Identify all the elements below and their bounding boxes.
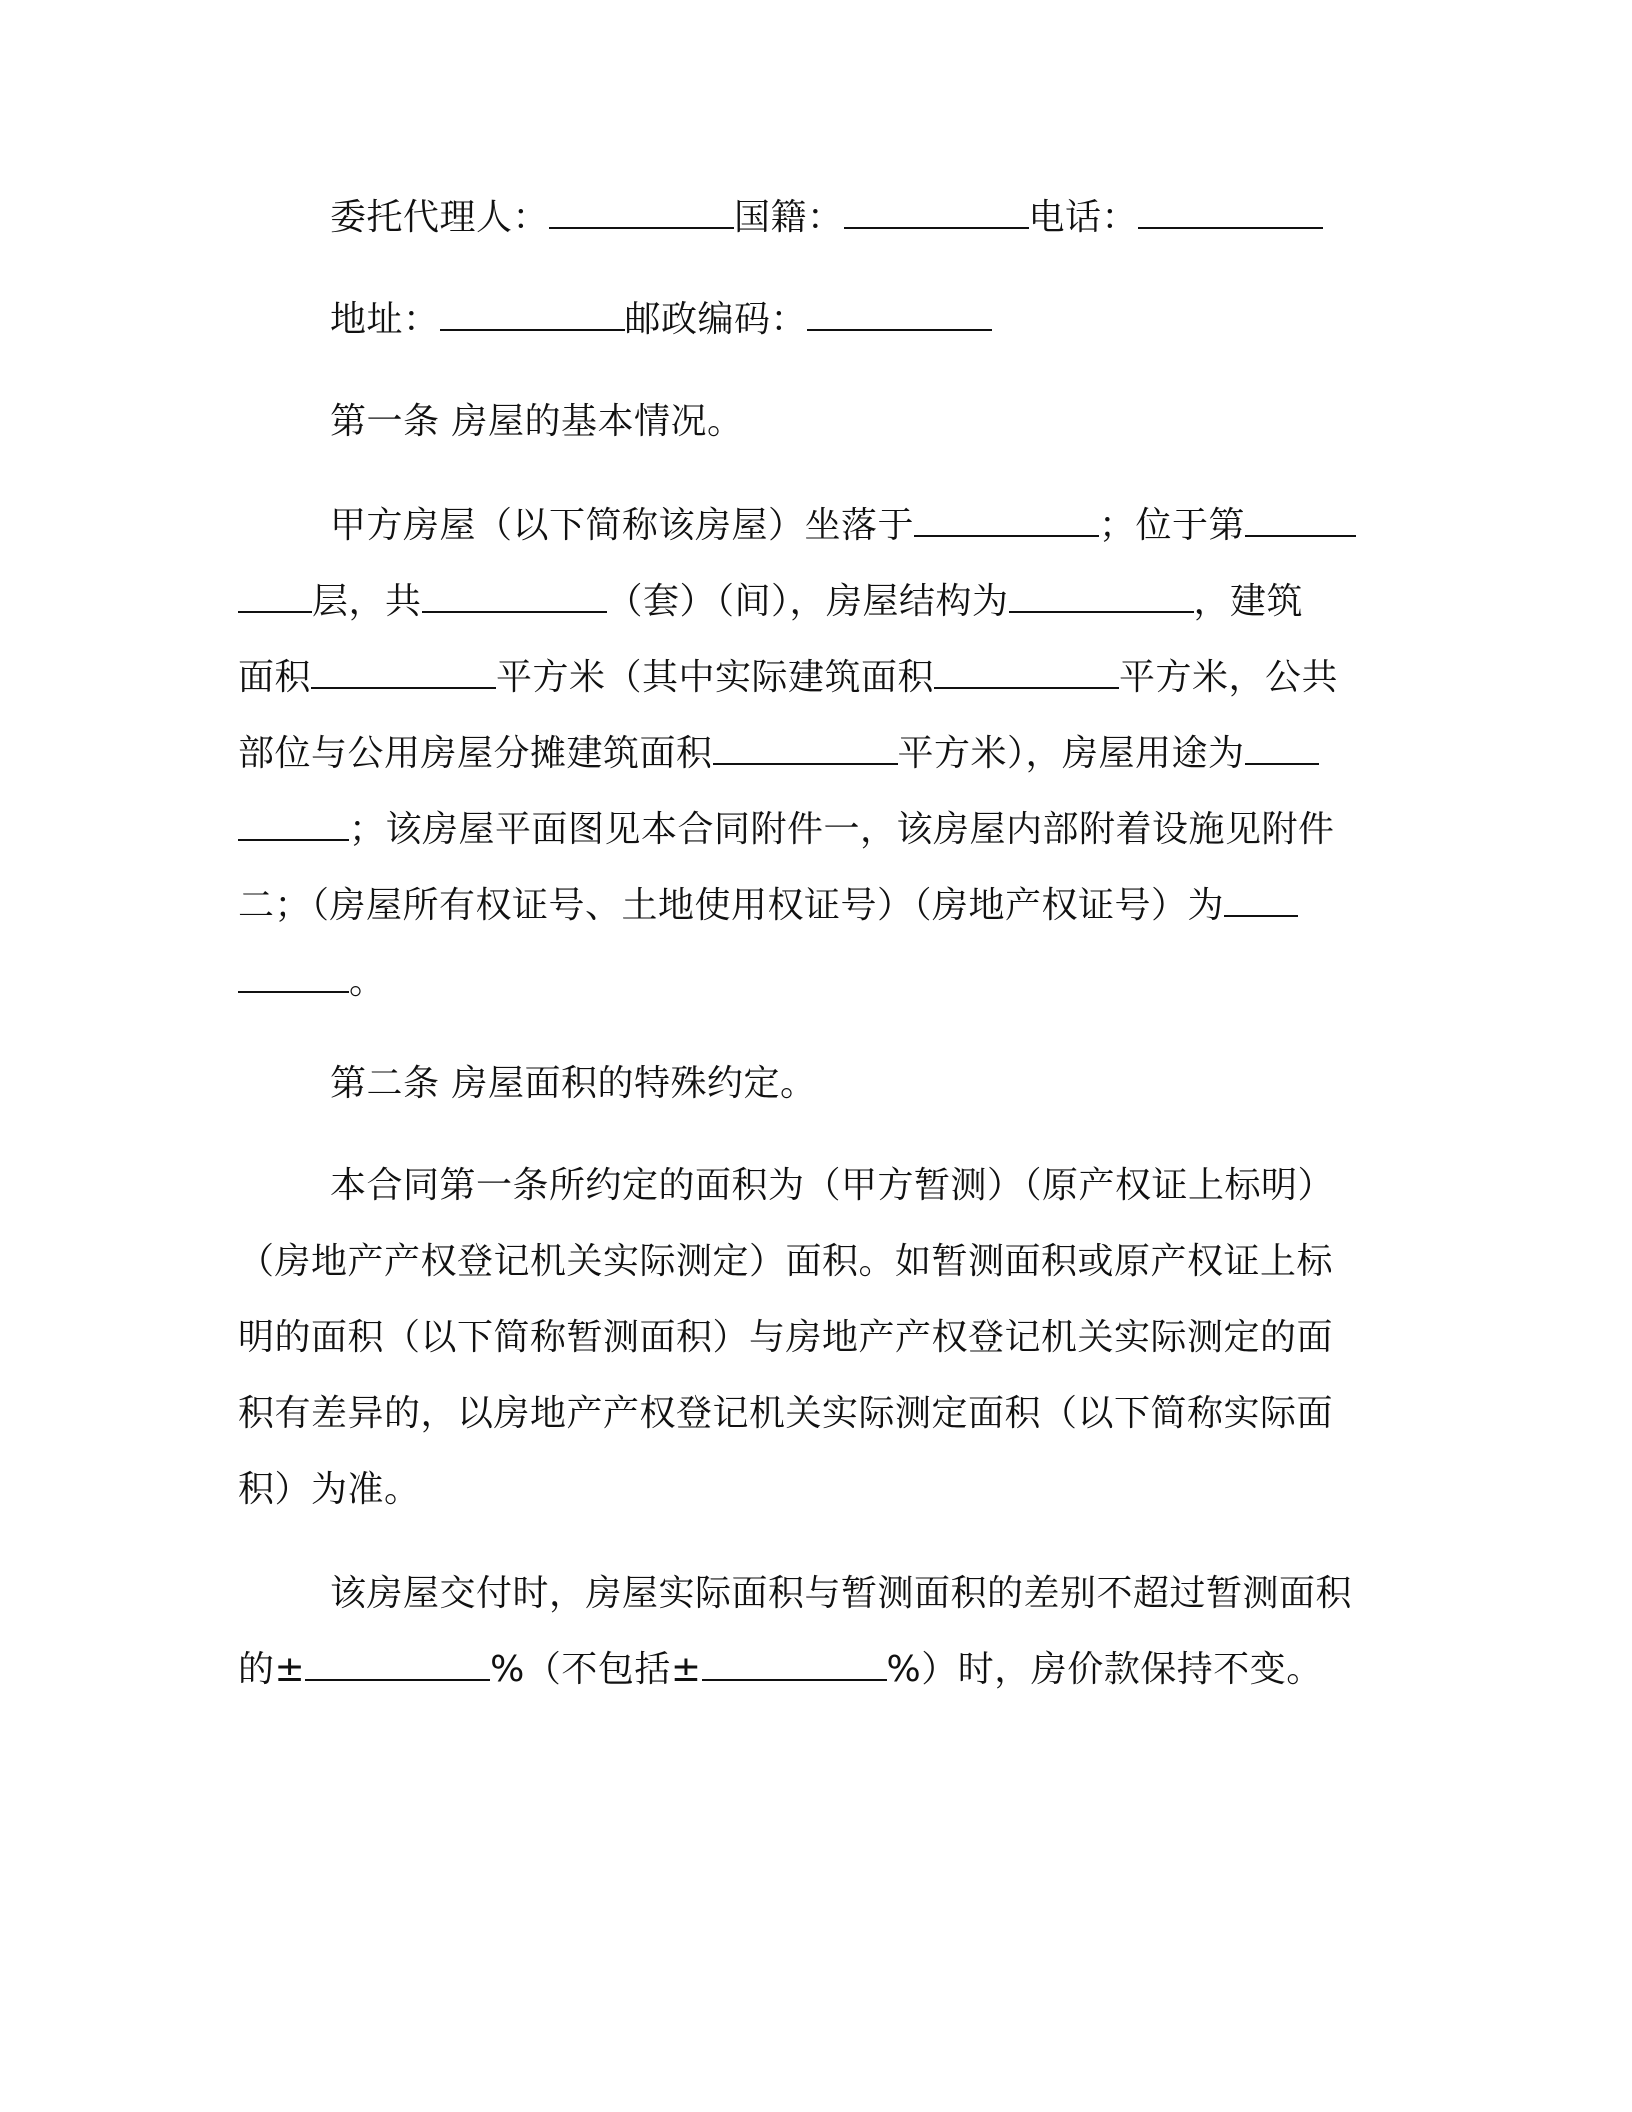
address-label: 地址： <box>330 299 440 340</box>
structure-blank[interactable] <box>1009 581 1194 613</box>
agent-name-blank[interactable] <box>549 197 734 229</box>
article1-line-3 <box>238 654 1338 702</box>
article2-p1-line-2: （房地产产权登记机关实际测定）面积。如暂测面积或原产权证上标 <box>238 1241 1334 1282</box>
article1-text-2b: （套）（间），房屋结构为 <box>606 581 1009 622</box>
agent-info-line <box>330 194 1323 242</box>
article1-heading: 第一条 房屋的基本情况。 <box>330 401 744 442</box>
article1-text-2a: 层，共 <box>312 581 422 622</box>
article1-text-5a: ；该房屋平面图见本合同附件一，该房屋内部附着设施见附件 <box>349 809 1335 850</box>
usage-blank-part2[interactable] <box>238 809 349 841</box>
phone-blank[interactable] <box>1138 197 1323 229</box>
building-area-blank[interactable] <box>311 657 496 689</box>
article2-p2-line-2 <box>238 1646 1323 1694</box>
article2-text-2c: %）时，房价款保持不变。 <box>886 1649 1323 1690</box>
shared-area-blank[interactable] <box>713 733 898 765</box>
article2-p1-line-5: 积）为准。 <box>238 1469 421 1510</box>
article1-text-7a: 。 <box>349 961 386 1002</box>
agent-label: 委托代理人： <box>330 197 550 238</box>
article1-text-4a: 部位与公用房屋分摊建筑面积 <box>238 733 713 774</box>
exclusive-percent-blank[interactable] <box>702 1649 887 1681</box>
article1-line-5 <box>238 806 1335 854</box>
postcode-label: 邮政编码： <box>624 299 808 340</box>
article2-text-2b: %（不包括± <box>490 1649 702 1690</box>
tolerance-percent-blank[interactable] <box>305 1649 490 1681</box>
actual-area-blank[interactable] <box>934 657 1119 689</box>
article1-text-1a: 甲方房屋（以下简称该房屋）坐落于 <box>330 505 915 546</box>
phone-label: 电话： <box>1028 197 1139 238</box>
article2-p1-line-4: 积有差异的，以房地产产权登记机关实际测定面积（以下简称实际面 <box>238 1393 1334 1434</box>
nationality-blank[interactable] <box>844 197 1029 229</box>
floor-blank-part1[interactable] <box>1245 505 1356 537</box>
article2-p2-line-1: 该房屋交付时，房屋实际面积与暂测面积的差别不超过暂测面积 <box>330 1573 1353 1614</box>
address-blank[interactable] <box>440 299 625 331</box>
article1-line-2 <box>238 578 1303 626</box>
article1-text-6a: 二；（房屋所有权证号、土地使用权证号）（房地产权证号）为 <box>238 885 1225 926</box>
total-floors-blank[interactable] <box>422 581 607 613</box>
location-blank[interactable] <box>914 505 1099 537</box>
article1-text-3a: 面积 <box>238 657 312 698</box>
article2-heading: 第二条 房屋面积的特殊约定。 <box>330 1063 817 1104</box>
article1-text-4b: 平方米），房屋用途为 <box>897 733 1245 774</box>
address-line <box>330 296 992 344</box>
article1-text-3b: 平方米（其中实际建筑面积 <box>496 657 935 698</box>
certificate-blank-part2[interactable] <box>238 961 349 993</box>
floor-blank-part2[interactable] <box>238 581 312 613</box>
article1-line-1 <box>330 502 1356 550</box>
article1-text-3c: 平方米，公共 <box>1119 657 1339 698</box>
article2-text-2a: 的± <box>238 1649 306 1690</box>
article2-p1-line-3: 明的面积（以下简称暂测面积）与房地产产权登记机关实际测定的面 <box>238 1317 1334 1358</box>
article1-line-4 <box>238 730 1319 778</box>
article1-text-1b: ；位于第 <box>1099 505 1246 546</box>
article1-text-2c: ，建筑 <box>1193 581 1304 622</box>
article2-p1-line-1: 本合同第一条所约定的面积为（甲方暂测）（原产权证上标明） <box>330 1165 1335 1206</box>
nationality-label: 国籍： <box>734 197 844 238</box>
article1-line-6 <box>238 882 1298 930</box>
certificate-blank-part1[interactable] <box>1224 885 1298 917</box>
article1-line-7 <box>238 958 386 1006</box>
postcode-blank[interactable] <box>807 299 992 331</box>
usage-blank-part1[interactable] <box>1245 733 1319 765</box>
